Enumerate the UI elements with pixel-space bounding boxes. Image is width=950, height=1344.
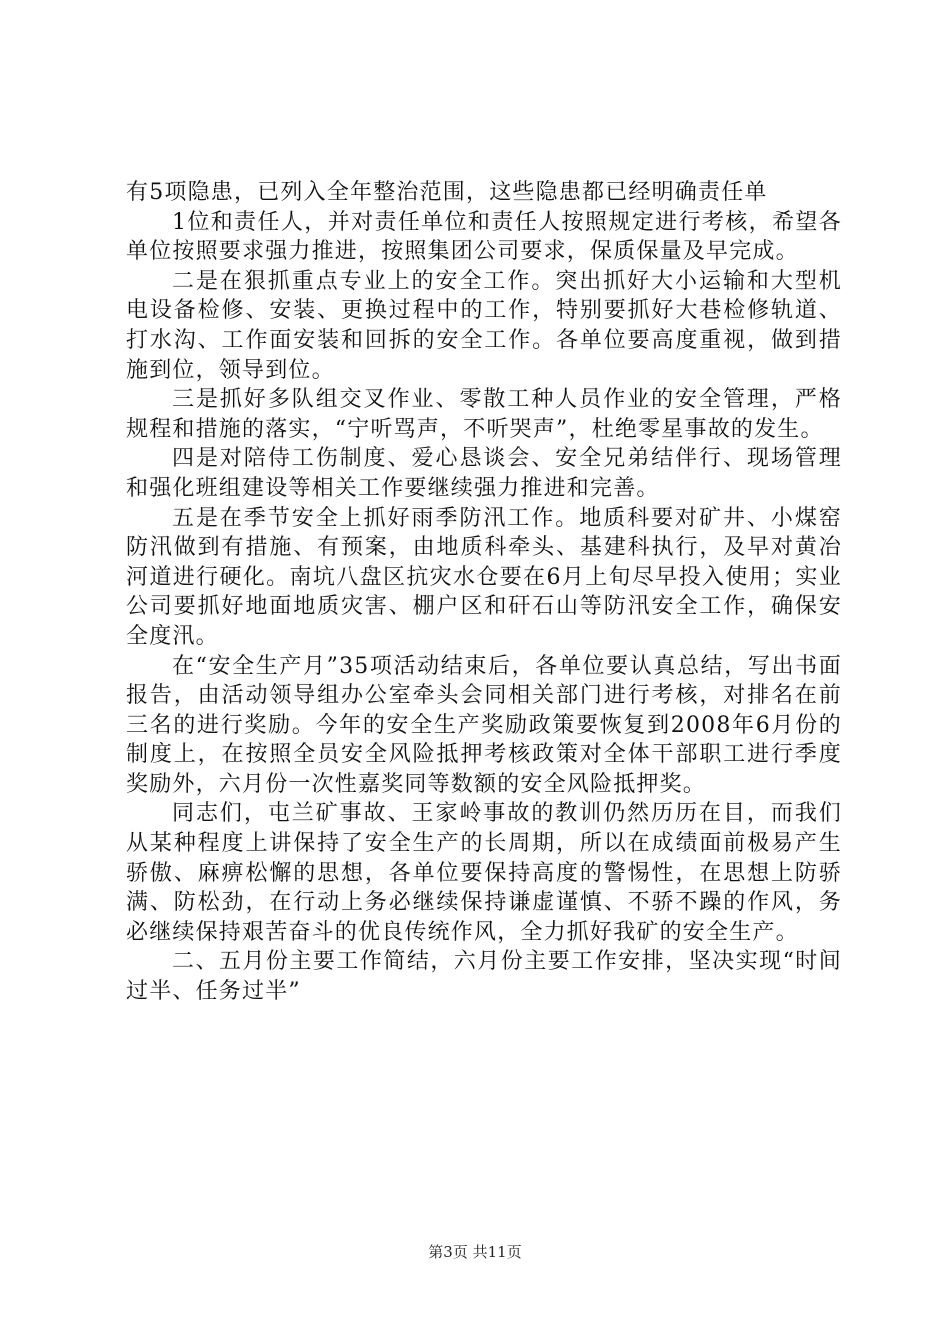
- paragraph-continued: 有5项隐患，已列入全年整治范围，这些隐患都已经明确责任单: [126, 180, 768, 205]
- paragraph: 二是在狠抓重点专业上的安全工作。突出抓好大小运输和大型机电设备检修、安装、更换过程中的工作，特别要抓好大巷检修轨道、打水沟、工作面安装和回拆的安全工作。各单位要高度重视，做到措施到位，领导到位。: [126, 268, 842, 383]
- paragraph: 五是在季节安全上抓好雨季防汛工作。地质科要对矿井、小煤窑防汛做到有措施、有预案，由地质科牵头、基建科执行，及早对黄冶河道进行硬化。南坑八盘区抗灾水仓要在6月上旬尽早投入使用；实业公司要抓好地面地质灾害、棚户区和矸石山等防汛安全工作，确保安全度汛。: [126, 505, 842, 649]
- paragraph: 同志们，屯兰矿事故、王家岭事故的教训仍然历历在目，而我们从某种程度上讲保持了安全生产的长周期，所以在成绩面前极易产生骄傲、麻痹松懈的思想，各单位要保持高度的警惕性，在思想上防骄满、防松劲，在行动上务必继续保持谦虚谨慎、不骄不躁的作风，务必继续保持艰苦奋斗的优良传统作风，全力抓好我矿的安全生产。: [126, 801, 842, 945]
- paragraph: 1位和责任人，并对责任单位和责任人按照规定进行考核，希望各单位按照要求强力推进，按照集团公司要求，保质保量及早完成。: [126, 209, 842, 265]
- paragraph: 在“安全生产月”35项活动结束后，各单位要认真总结，写出书面报告，由活动领导组办公室牵头会同相关部门进行考核，对排名在前三名的进行奖励。今年的安全生产奖励政策要恢复到2008年6月份的制度上，在按照全员安全风险抵押考核政策对全体干部职工进行季度奖励外，六月份一次性嘉奖同等数额的安全风险抵押奖。: [126, 653, 842, 797]
- document-body: [126, 178, 842, 1007]
- page-number-footer: 第3页 共11页: [428, 1243, 522, 1261]
- section-heading: 二、五月份主要工作简结，六月份主要工作安排，坚决实现“时间过半、任务过半”: [126, 949, 842, 1005]
- paragraph: 四是对陪侍工伤制度、爱心恳谈会、安全兄弟结伴行、现场管理和强化班组建设等相关工作要继续强力推进和完善。: [126, 446, 842, 501]
- paragraph: 三是抓好多队组交叉作业、零散工种人员作业的安全管理，严格规程和措施的落实，“宁听骂声，不听哭声”，杜绝零星事故的发生。: [126, 387, 842, 442]
